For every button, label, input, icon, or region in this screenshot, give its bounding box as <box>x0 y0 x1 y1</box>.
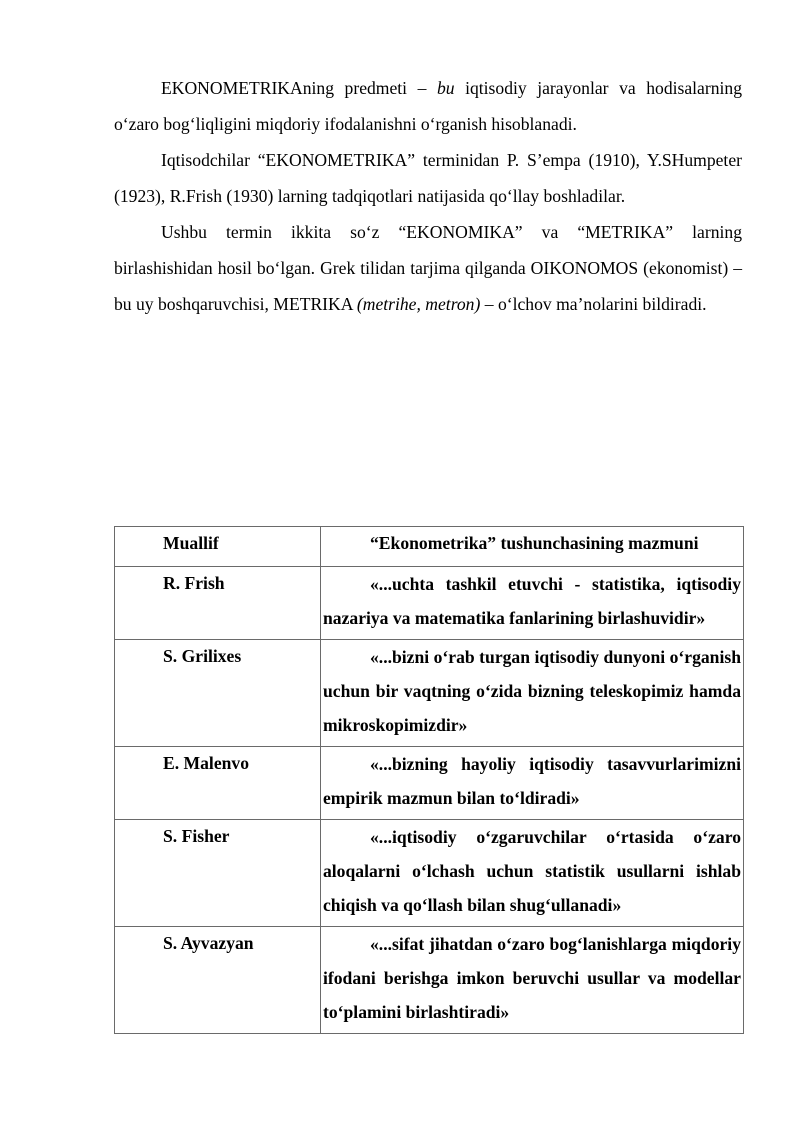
paragraph-1 <box>114 70 742 142</box>
header-author: Muallif <box>115 527 321 567</box>
definitions-table <box>114 526 744 1034</box>
table-row <box>115 820 744 927</box>
paragraph-3-italic: (metrihe, metron) <box>356 294 481 314</box>
author-cell: E. Malenvo <box>115 747 321 820</box>
author-cell: R. Frish <box>115 567 321 640</box>
body-text <box>114 70 742 322</box>
paragraph-1-text: EKONOMETRIKAning predmeti – <box>161 78 437 98</box>
paragraph-2 <box>114 142 742 214</box>
author-cell: S. Grilixes <box>115 640 321 747</box>
header-content: “Ekonometrika” tushunchasining mazmuni <box>321 527 744 567</box>
author-cell: S. Ayvazyan <box>115 927 321 1034</box>
author-cell: S. Fisher <box>115 820 321 927</box>
table-row <box>115 747 744 820</box>
content-cell: «...bizning hayoliy iqtisodiy tasavvurlarimizni empirik mazmun bilan to‘ldiradi» <box>321 747 744 820</box>
table-row <box>115 640 744 747</box>
paragraph-3-text-end: – o‘lchov ma’nolarini bildiradi. <box>480 294 707 314</box>
content-cell: «...bizni o‘rab turgan iqtisodiy dunyoni o‘rganish uchun bir vaqtning o‘zida bizning teleskopimiz hamda mikroskopimizdir» <box>321 640 744 747</box>
paragraph-3 <box>114 214 742 322</box>
paragraph-1-italic: bu <box>436 78 455 98</box>
table-row <box>115 567 744 640</box>
content-cell: «...sifat jihatdan o‘zaro bog‘lanishlarga miqdoriy ifodani berishga imkon beruvchi usullar va modellar to‘plamini birlashtiradi» <box>321 927 744 1034</box>
paragraph-1-text-end: iqtisodiy jarayonlar va hodisalarning o‘zaro bog‘liqligini miqdoriy ifodalanishni o‘rganish hisoblanadi. <box>114 78 742 134</box>
table-row <box>115 927 744 1034</box>
content-cell: «...uchta tashkil etuvchi - statistika, iqtisodiy nazariya va matematika fanlarining birlashuvidir» <box>321 567 744 640</box>
table-header-row <box>115 527 744 567</box>
paragraph-3-text: Ushbu termin ikkita so‘z “EKONOMIKA” va “METRIKA” larning birlashishidan hosil bo‘lgan. Grek tilidan tarjima qilganda OIKONOMOS (ekonomist) – bu uy boshqaruvchisi, METRIKA <box>114 222 742 314</box>
content-cell: «...iqtisodiy o‘zgaruvchilar o‘rtasida o‘zaro aloqalarni o‘lchash uchun statistik usullarni ishlab chiqish va qo‘llash bilan shug‘ullanadi» <box>321 820 744 927</box>
paragraph-2-text: Iqtisodchilar “EKONOMETRIKA” terminidan P. S’empa (1910), Y.SHumpeter (1923), R.Frish (1930) larning tadqiqotlari natijasida qo‘llay boshladilar. <box>114 150 742 206</box>
